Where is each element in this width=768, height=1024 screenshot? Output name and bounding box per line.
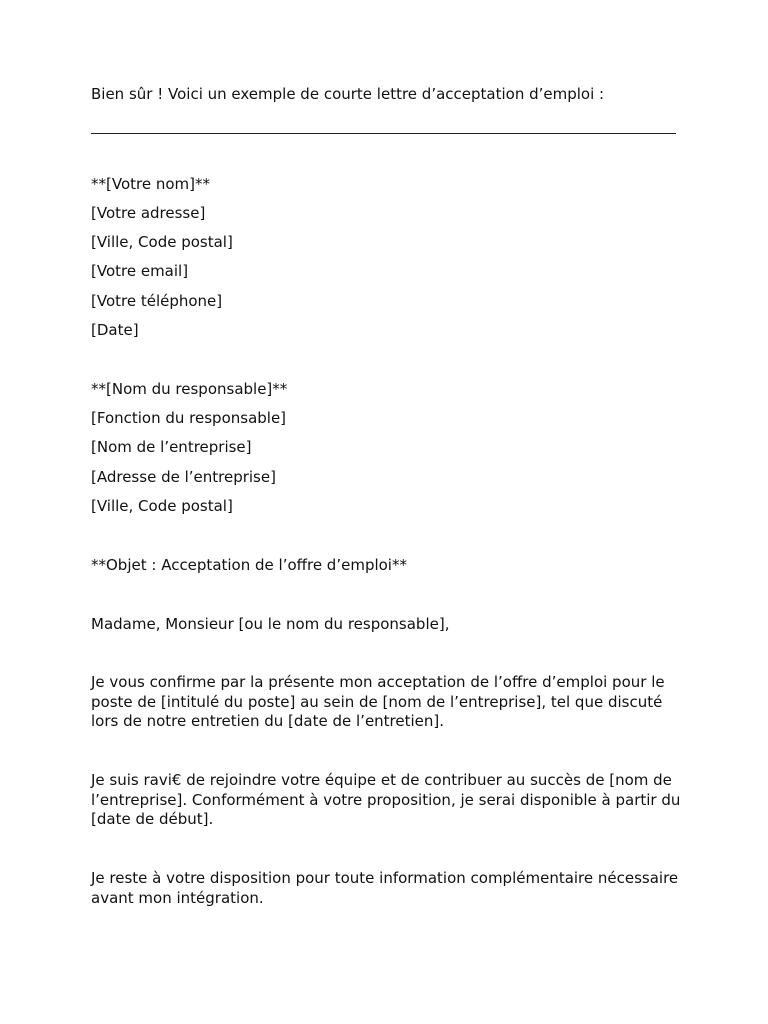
sender-name: **[Votre nom]** [91,175,210,193]
letter-salutation: Madame, Monsieur [ou le nom du responsable], [91,615,450,633]
body-paragraph-2: Je suis ravi€ de rejoindre votre équipe et de contribuer au succès de [nom de l’entreprise]. Conformément à votre proposition, je serai disponible à partir du [date de début]. [91,771,681,828]
body-paragraph-1: Je vous confirme par la présente mon acceptation de l’offre d’emploi pour le poste de [intitulé du poste] au sein de [nom de l’entreprise], tel que discuté lors de notre entretien du [date de l’entretien]. [91,673,665,730]
letter-subject: **Objet : Acceptation de l’offre d’emploi** [91,556,407,574]
sender-city: [Ville, Code postal] [91,233,233,251]
body-paragraph-3: Je reste à votre disposition pour toute information complémentaire nécessaire avant mon intégration. [91,869,679,907]
recipient-name: **[Nom du responsable]** [91,380,288,398]
recipient-city: [Ville, Code postal] [91,497,233,515]
horizontal-divider [91,133,676,134]
sender-date: [Date] [91,321,139,339]
sender-address: [Votre adresse] [91,204,206,222]
sender-phone: [Votre téléphone] [91,292,223,310]
recipient-role: [Fonction du responsable] [91,409,287,427]
sender-email: [Votre email] [91,262,189,280]
intro-text: Bien sûr ! Voici un exemple de courte lettre d’acceptation d’emploi : [91,85,605,103]
recipient-company: [Nom de l’entreprise] [91,438,252,456]
recipient-address: [Adresse de l’entreprise] [91,468,276,486]
